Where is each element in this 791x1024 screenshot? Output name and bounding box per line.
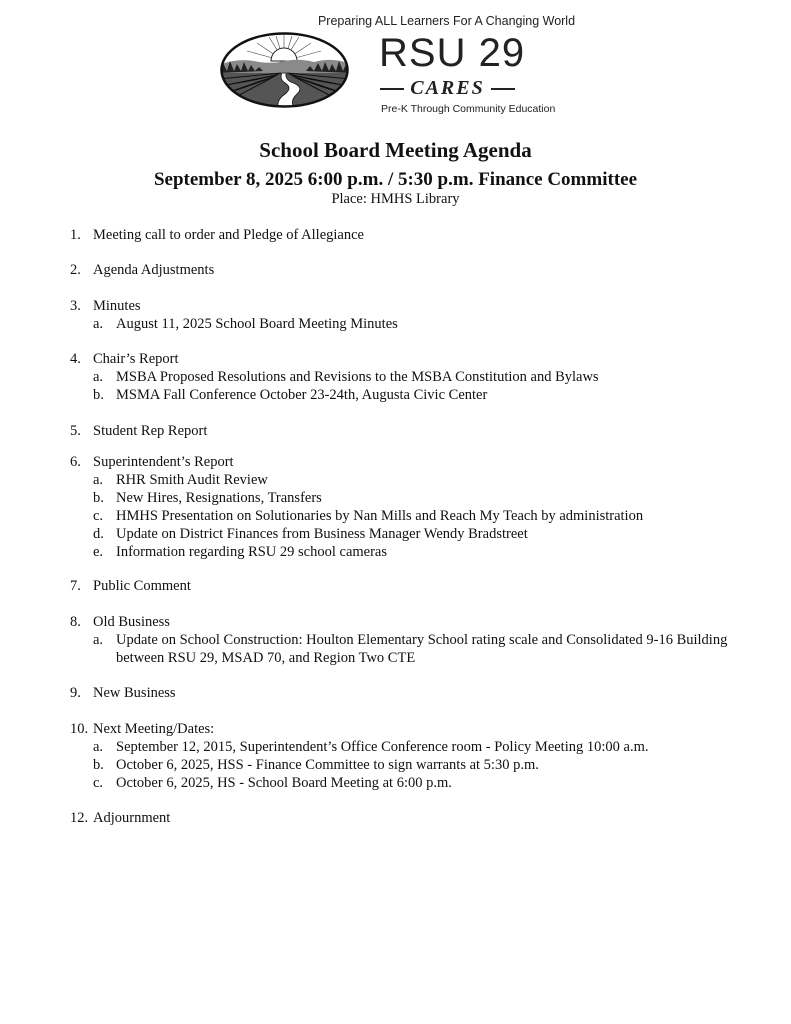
sub-item (70, 471, 770, 489)
agenda-item-4 (70, 350, 770, 404)
sub-item (70, 386, 770, 404)
item-text: Old Business (93, 614, 170, 630)
sub-item-letter: a. (93, 369, 104, 385)
sub-item-letter: a. (93, 632, 104, 648)
sub-item-text: September 12, 2015, Superintendent’s Office Conference room - Policy Meeting 10:00 a.m. (116, 739, 649, 755)
sub-item-letter: e. (93, 544, 104, 560)
item-number: 10. (70, 721, 89, 737)
right-dash (491, 88, 515, 90)
brand-cares-text: CARES (410, 77, 485, 99)
item-number: 4. (70, 351, 81, 367)
item-text: Agenda Adjustments (93, 262, 215, 278)
agenda-item-12 (70, 809, 770, 827)
brand-cares-wordmark (380, 77, 515, 100)
meeting-date-time: September 8, 2025 6:00 p.m. / 5:30 p.m. Finance Committee (153, 169, 638, 190)
item-number: 5. (70, 423, 81, 439)
sub-item-text: October 6, 2025, HS - School Board Meeting at 6:00 p.m. (116, 775, 452, 791)
sub-item (70, 756, 770, 774)
sub-item (70, 774, 770, 792)
sub-item-text: Update on District Finances from Business Manager Wendy Bradstreet (116, 526, 528, 542)
sub-item-text: HMHS Presentation on Solutionaries by Nan Mills and Reach My Teach by administration (116, 508, 644, 524)
item-text: Next Meeting/Dates: (93, 721, 215, 737)
sub-item-text: Information regarding RSU 29 school cameras (116, 544, 387, 560)
sub-item (70, 489, 770, 507)
sub-item-letter: c. (93, 775, 104, 791)
item-text: Student Rep Report (93, 423, 208, 439)
item-number: 1. (70, 227, 81, 243)
sub-item-letter: b. (93, 387, 104, 403)
document-title: School Board Meeting Agenda (259, 138, 532, 162)
sub-item-text: RHR Smith Audit Review (116, 472, 268, 488)
item-text: Adjournment (93, 810, 171, 826)
sub-item-text: MSMA Fall Conference October 23-24th, Augusta Civic Center (116, 387, 488, 403)
item-text: New Business (93, 685, 176, 701)
left-dash (380, 88, 404, 90)
sub-item-letter: a. (93, 739, 104, 755)
item-number: 7. (70, 578, 81, 594)
agenda-item-2 (70, 261, 770, 279)
sub-item (70, 631, 770, 667)
agenda-item-7 (70, 577, 770, 595)
sub-item-letter: a. (93, 472, 104, 488)
agenda-item-8 (70, 613, 770, 667)
sub-item-letter: c. (93, 508, 104, 524)
agenda-item-10 (70, 720, 770, 792)
item-text: Meeting call to order and Pledge of Allegiance (93, 227, 364, 243)
item-number: 12. (70, 810, 89, 826)
agenda-item-9 (70, 684, 770, 702)
agenda-item-6 (70, 453, 770, 561)
sub-item (70, 368, 770, 386)
sub-item-text: New Hires, Resignations, Transfers (116, 490, 322, 506)
sub-item (70, 738, 770, 756)
brand-name: RSU 29 (379, 31, 526, 75)
sub-item-letter: a. (93, 316, 104, 332)
sub-item (70, 315, 770, 333)
item-number: 2. (70, 262, 81, 278)
item-number: 9. (70, 685, 81, 701)
item-number: 8. (70, 614, 81, 630)
header-tagline: Preparing ALL Learners For A Changing World (317, 14, 576, 28)
sub-item (70, 525, 770, 543)
sub-item (70, 543, 770, 561)
brand-subtitle: Pre-K Through Community Education (381, 103, 556, 115)
sub-item-text: August 11, 2025 School Board Meeting Minutes (116, 316, 398, 332)
agenda-item-1 (70, 226, 770, 244)
sub-item (70, 507, 770, 525)
sub-item-text: Update on School Construction: Houlton Elementary School rating scale and Consolidated 9-16 Building between RSU 29, MSAD 70, and Region Two CTE (116, 632, 728, 666)
sub-item-text: October 6, 2025, HSS - Finance Committee to sign warrants at 5:30 p.m. (116, 757, 539, 773)
item-number: 3. (70, 298, 81, 314)
sub-item-letter: d. (93, 526, 104, 542)
item-text: Superintendent’s Report (93, 454, 234, 470)
sub-item-text: MSBA Proposed Resolutions and Revisions to the MSBA Constitution and Bylaws (116, 369, 599, 385)
road-landscape-logo-icon (219, 31, 350, 109)
item-text: Public Comment (93, 578, 191, 594)
meeting-place: Place: HMHS Library (331, 191, 460, 207)
item-text: Minutes (93, 298, 141, 314)
item-text: Chair’s Report (93, 351, 179, 367)
agenda-item-3 (70, 297, 770, 333)
item-number: 6. (70, 454, 81, 470)
agenda-item-5 (70, 422, 770, 440)
sub-item-letter: b. (93, 490, 104, 506)
sub-item-letter: b. (93, 757, 104, 773)
